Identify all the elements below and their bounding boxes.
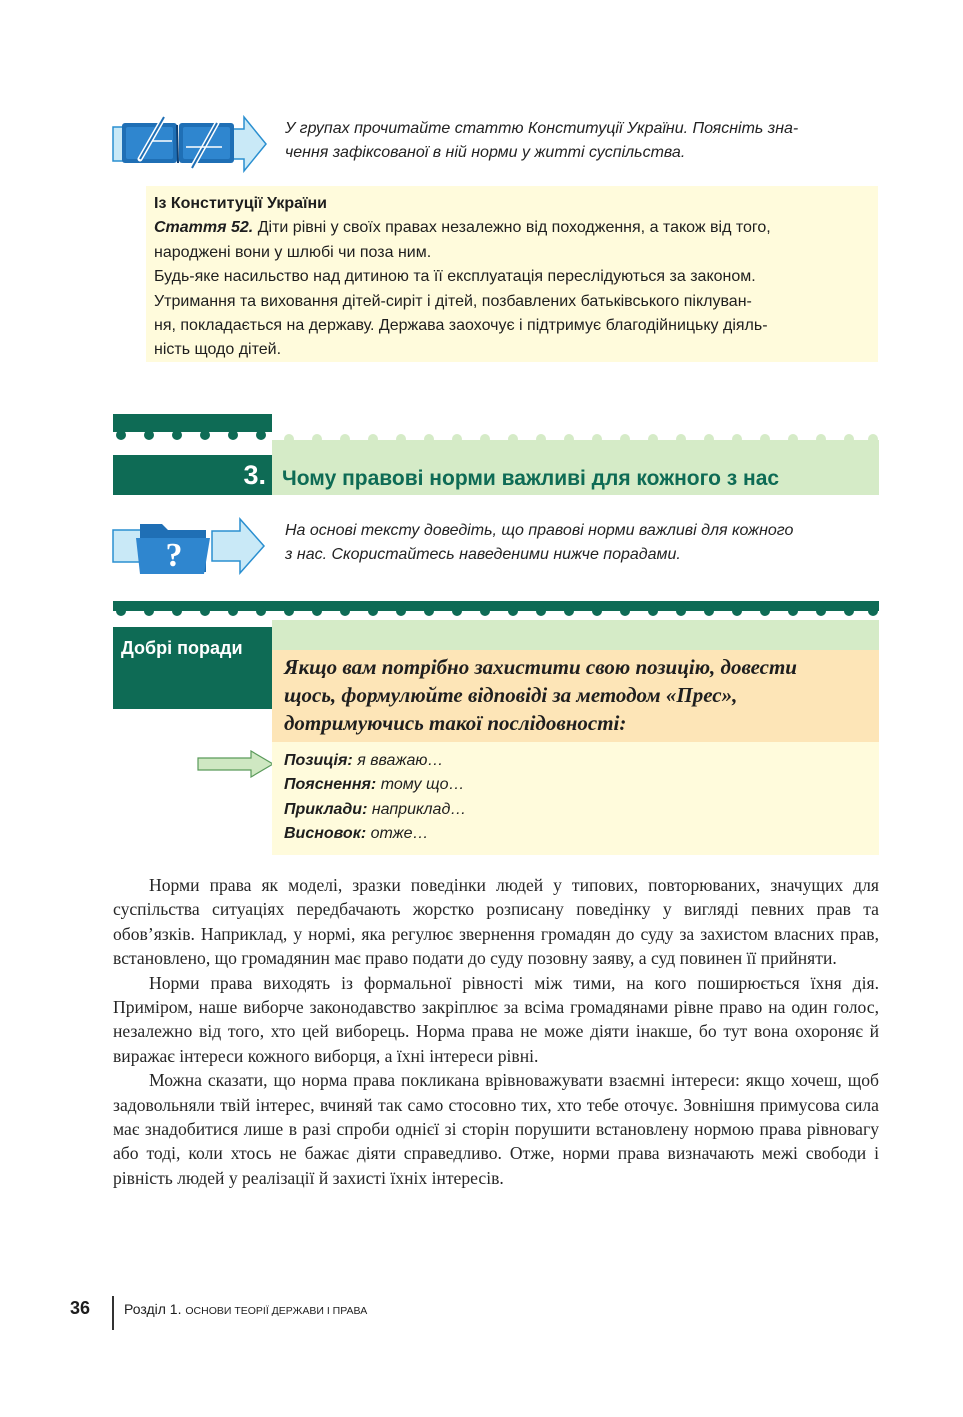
tips-dots-divider bbox=[113, 606, 879, 620]
footer-divider bbox=[112, 1296, 114, 1330]
book-with-pencils-arrow-icon bbox=[112, 113, 267, 173]
chapter-prefix: Розділ 1. bbox=[124, 1301, 186, 1317]
task-2-line: з нас. Скористайтесь наведеними нижче порадами. bbox=[285, 546, 681, 563]
quote-text: Діти рівні у своїх правах незалежно від походження, а також від того, bbox=[253, 219, 771, 237]
folder-question-arrow-icon bbox=[112, 516, 267, 576]
right-arrow-icon bbox=[197, 750, 275, 778]
quote-line: ність щодо дітей. bbox=[154, 341, 282, 359]
page-number: 36 bbox=[70, 1298, 91, 1318]
quote-title: Із Конституції України bbox=[154, 195, 327, 212]
step-text: наприклад… bbox=[367, 800, 467, 818]
body-paragraph: Норми права виходять із формальної рівності між тими, на кого поширюється їхня дія. Приміром, наше виборче законодавство закріплює за всіма громадянами рівне право на один голос, незалежно від того, хто цей виборець. Норма права не може діяти інакше, бо тут вона охороняє й виражає інтереси кожного виборця, а їхні інтереси рівні. bbox=[113, 972, 879, 1066]
step-label: Позиція: bbox=[284, 752, 353, 769]
body-paragraph: Норми права як моделі, зразки поведінки людей у типових, повторюваних, значущих для суспільства ситуаціях передбачають жорстко розписану поведінку у вигляді певних прав та обов’язків. Наприклад, у нормі, яка регулює звернення громадян до суду за захистом власних прав, встановлено, що громадянин має право подати до суду позовну заяву, а суд повинен її прийняти. bbox=[113, 875, 879, 969]
quote-line: ня, покладається на державу. Держава заохочує і підтримує благодійницьку діяль- bbox=[154, 317, 768, 335]
tips-intro-line: дотримуючись такої послідовності: bbox=[284, 711, 627, 735]
quote-line: народжені вони у шлюбі чи поза ним. bbox=[154, 243, 432, 261]
task-1-instruction bbox=[285, 117, 885, 165]
article-label: Стаття 52. bbox=[154, 219, 254, 237]
tips-step bbox=[284, 798, 867, 822]
body-paragraph: Можна сказати, що норма права покликана врівноважувати взаємні інтереси: якщо хочеш, щоб задовольняли твій інтерес, вчиняй так само стосовно тих, хто тебе оточує. Зовнішня примусова сила має знадобитися лише в разі спроби однієї зі сторін порушити встановлену нормою права рівновагу або тоді, коли хтось не бажає діяти справедливо. Отже, норми права визначають межі свободи і рівність людей у реалізації й захисті їхніх інтересів. bbox=[113, 1070, 879, 1188]
chapter-title: ОСНОВИ ТЕОРІЇ ДЕРЖАВИ І ПРАВА bbox=[185, 1305, 368, 1317]
tips-step bbox=[284, 822, 867, 846]
running-footer bbox=[124, 1299, 367, 1321]
step-text: я вважаю… bbox=[352, 752, 444, 769]
tips-intro bbox=[272, 650, 879, 742]
step-label: Приклади: bbox=[284, 800, 368, 818]
tips-label: Добрі поради bbox=[113, 627, 272, 709]
tips-intro-line: Якщо вам потрібно захистити свою позицію, довести bbox=[284, 655, 797, 679]
task-2-line: На основі тексту доведіть, що правові норми важливі для кожного bbox=[285, 522, 794, 539]
step-label: Висновок: bbox=[284, 825, 367, 843]
tips-steps bbox=[272, 742, 879, 855]
task-1-line: чення зафіксованої в ній норми у житті суспільства. bbox=[285, 144, 686, 161]
tips-step bbox=[284, 749, 867, 773]
svg-text:?: ? bbox=[165, 537, 183, 574]
body-text bbox=[113, 873, 879, 1190]
tips-intro-line: щось, формулюйте відповіді за методом «Прес», bbox=[284, 683, 738, 707]
tips-green-strip bbox=[272, 620, 879, 650]
tips-step bbox=[284, 773, 867, 797]
task-1-line: У групах прочитайте статтю Конституції України. Поясніть зна- bbox=[285, 120, 799, 137]
constitution-quote bbox=[146, 186, 878, 362]
quote-line bbox=[154, 216, 870, 240]
step-label: Пояснення: bbox=[284, 776, 377, 794]
quote-line: Утримання та виховання дітей-сиріт і дітей, позбавлених батьківського піклуван- bbox=[154, 292, 752, 310]
step-text: тому що… bbox=[376, 776, 465, 794]
section-dots-divider bbox=[113, 430, 879, 444]
step-text: отже… bbox=[366, 825, 429, 843]
section-number: 3. bbox=[113, 455, 272, 495]
section-title: Чому правові норми важливі для кожного з нас bbox=[282, 467, 780, 490]
quote-line: Будь-яке насильство над дитиною та її експлуатація переслідуються за законом. bbox=[154, 268, 756, 286]
task-2-instruction bbox=[285, 519, 885, 567]
